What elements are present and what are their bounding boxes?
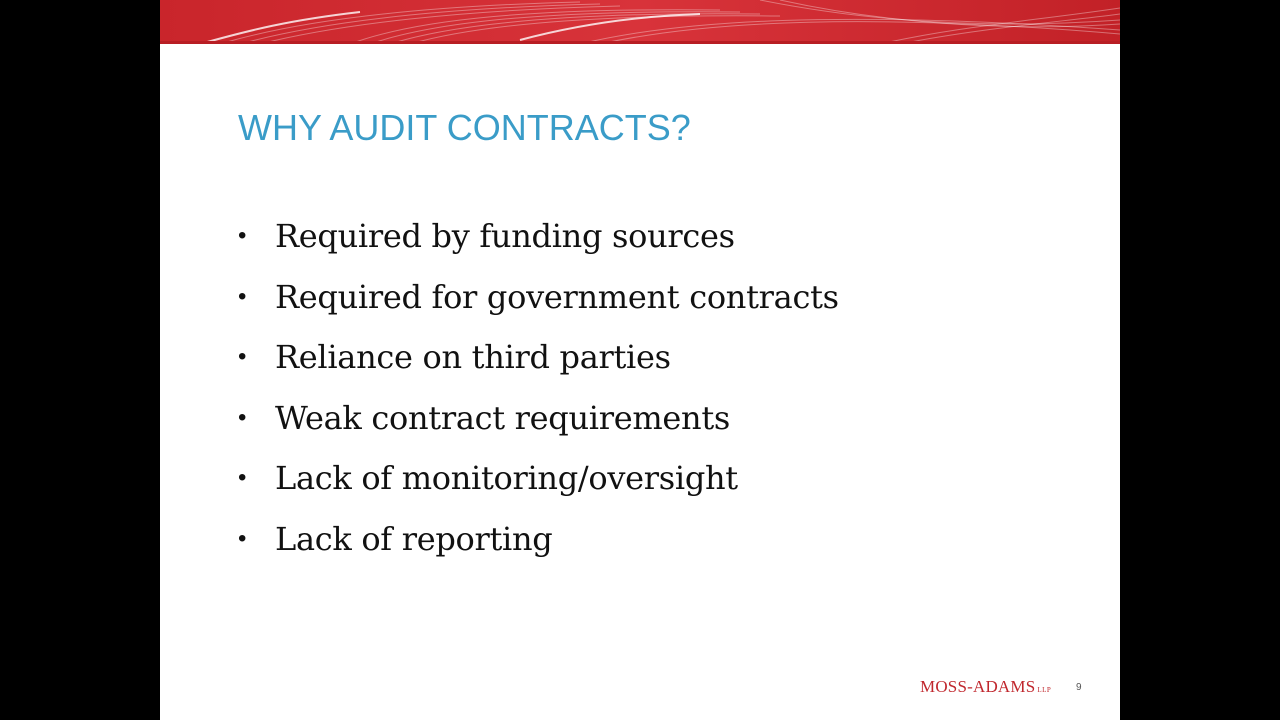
bullet-icon: • xyxy=(238,343,247,371)
header-wave-banner xyxy=(160,0,1120,44)
bullet-icon: • xyxy=(238,282,247,310)
bullet-text: Weak contract requirements xyxy=(275,398,731,437)
bullet-icon: • xyxy=(238,403,247,431)
bullet-icon: • xyxy=(238,464,247,492)
slide xyxy=(160,0,1120,720)
slide-title: WHY AUDIT CONTRACTS? xyxy=(238,107,691,148)
logo-suffix: LLP xyxy=(1037,686,1052,694)
bullet-text: Required by funding sources xyxy=(275,217,735,255)
company-logo xyxy=(920,677,1051,700)
page-number: 9 xyxy=(1076,682,1082,693)
bullet-text: Required for government contracts xyxy=(275,277,839,316)
bullet-icon: • xyxy=(238,222,247,249)
logo-text: MOSS-ADAMS xyxy=(920,677,1036,696)
bullet-text: Lack of monitoring/oversight xyxy=(275,459,738,498)
bullet-text: Reliance on third parties xyxy=(275,338,671,377)
bullet-text: Lack of reporting xyxy=(275,519,553,558)
bullet-icon: • xyxy=(238,524,247,552)
